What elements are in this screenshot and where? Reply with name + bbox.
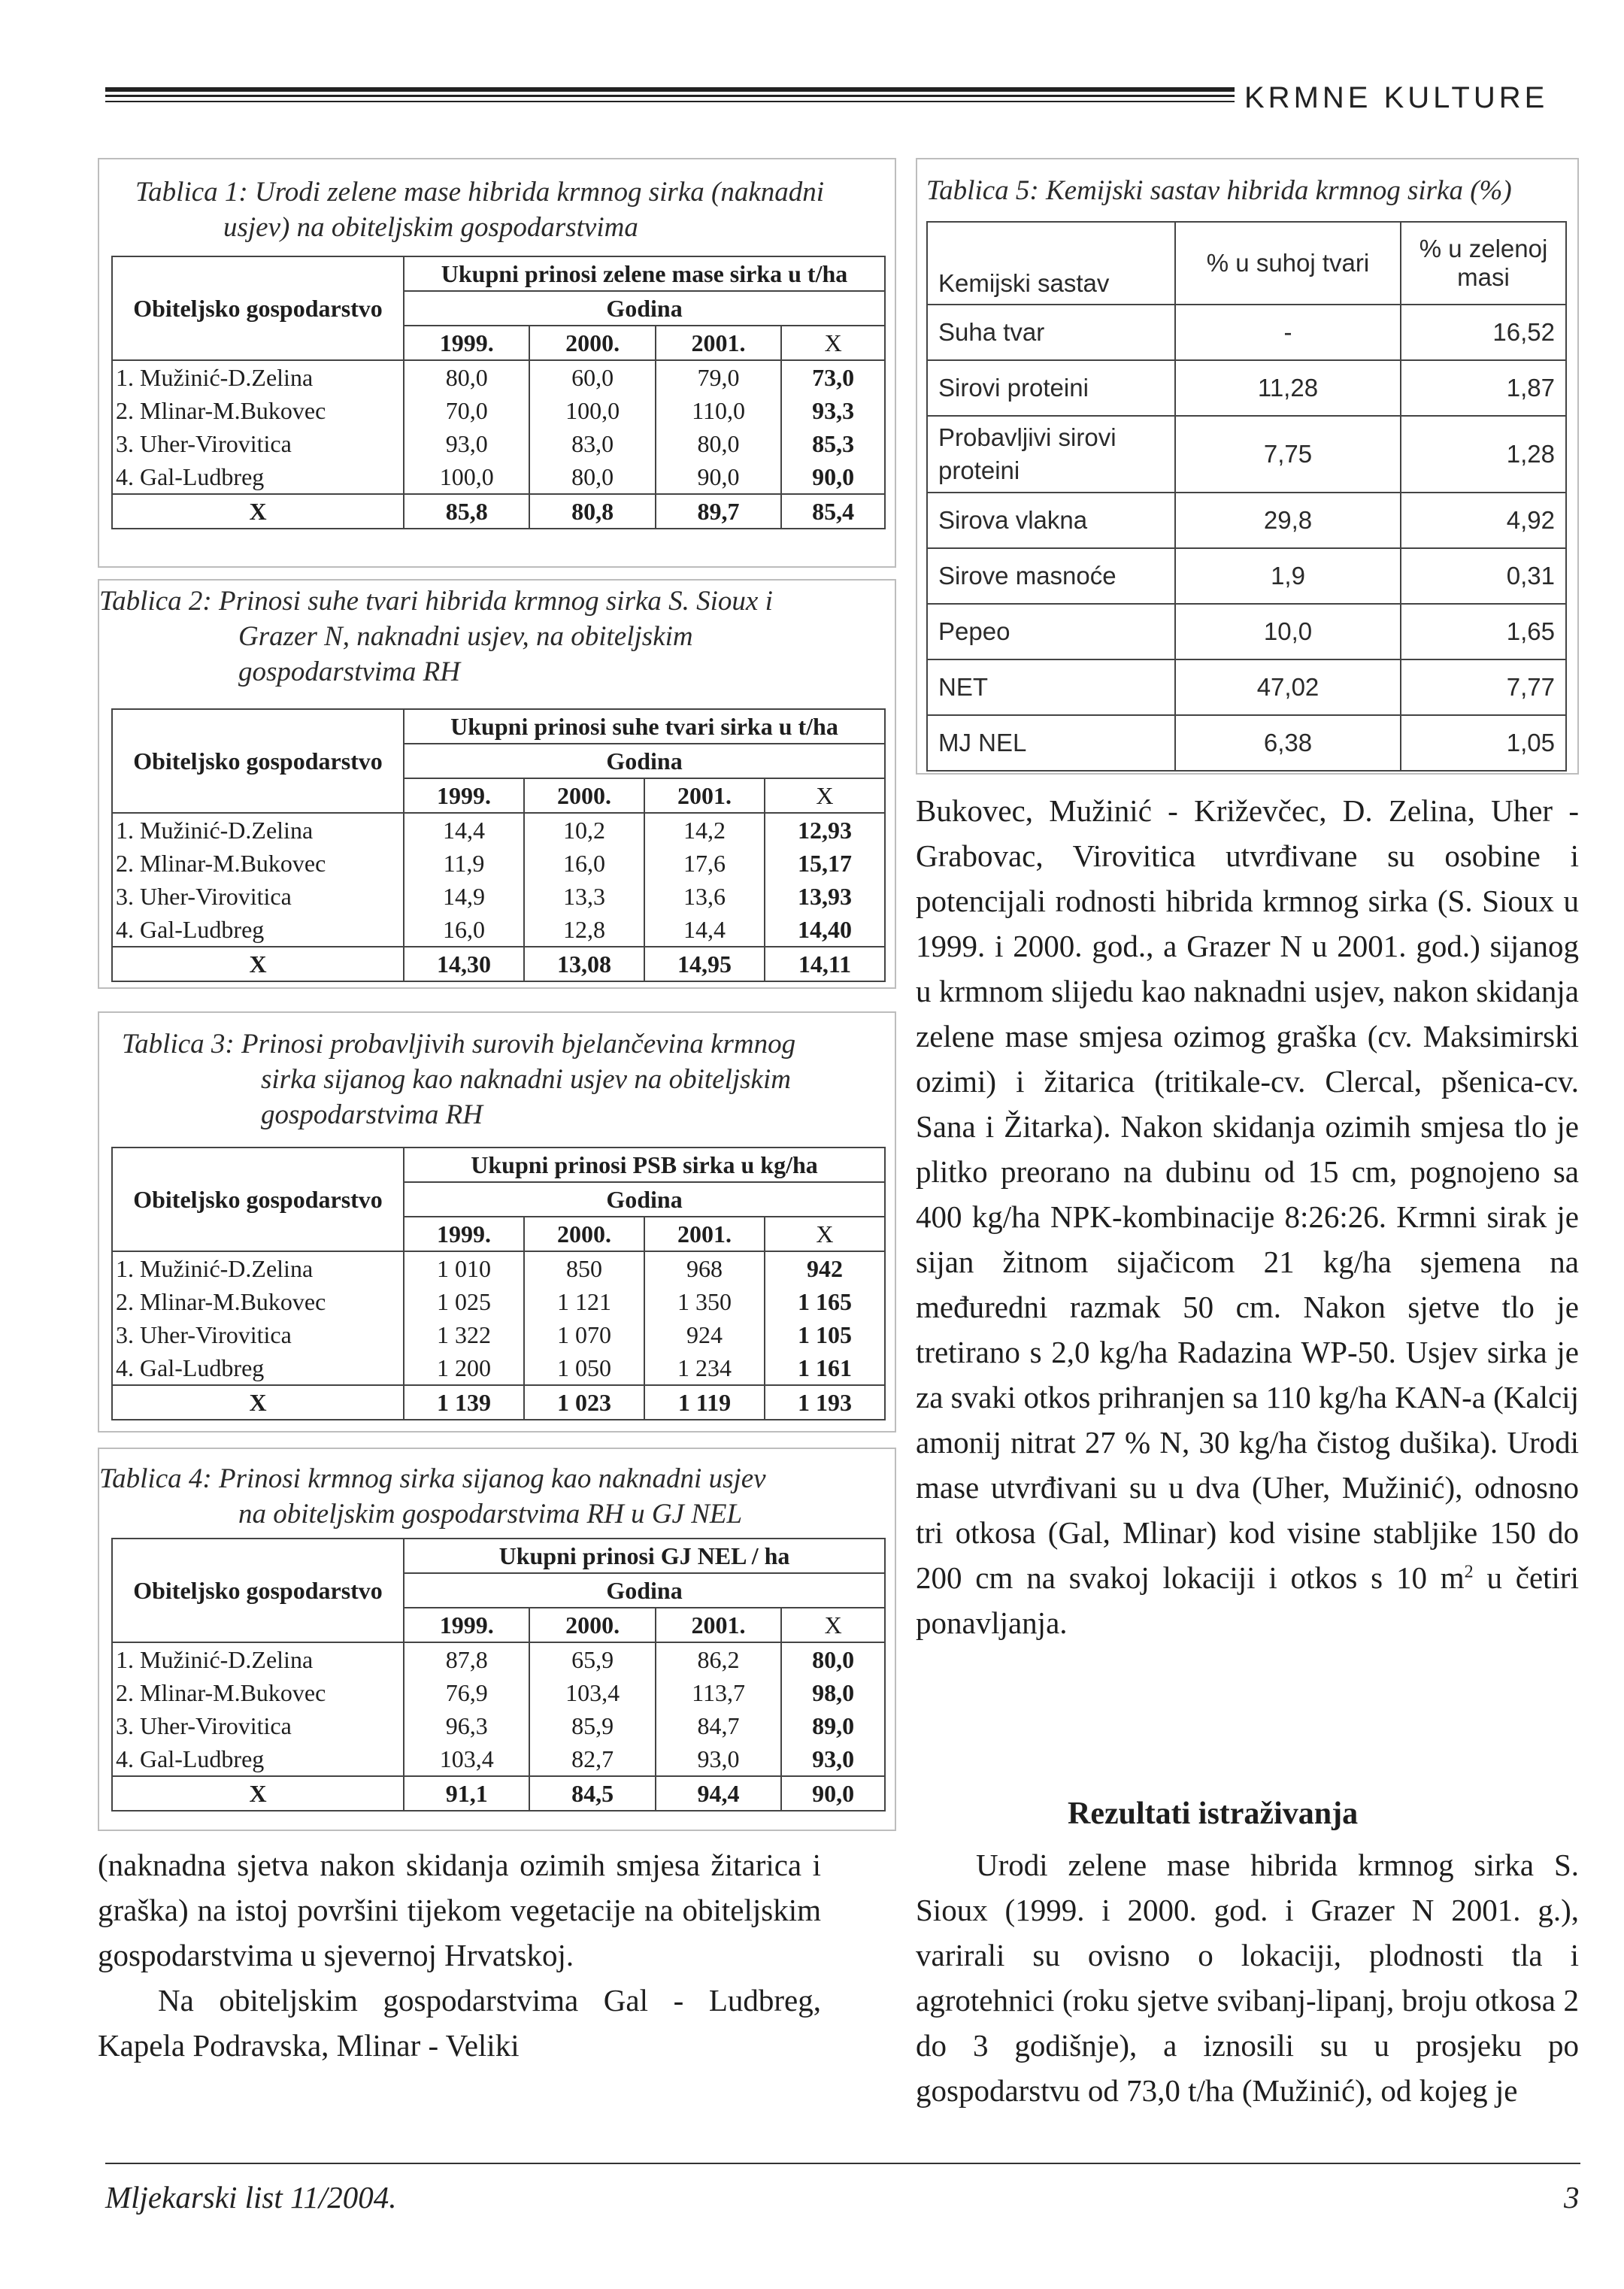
t5-row-label: Sirova vlakna xyxy=(927,493,1175,548)
cell: 90,0 xyxy=(656,460,781,494)
t5-row-label: Sirove masnoće xyxy=(927,548,1175,604)
sub-header: Godina xyxy=(404,291,885,326)
group-header: Ukupni prinosi PSB sirka u kg/ha xyxy=(404,1148,885,1182)
sub-header: Godina xyxy=(404,1573,885,1608)
t5-cell: 0,31 xyxy=(1401,548,1566,604)
row-label: 3. Uher-Virovitica xyxy=(116,1712,292,1739)
cell: 82,7 xyxy=(529,1742,655,1776)
total-cell: 13,08 xyxy=(524,947,644,981)
sub-header: Godina xyxy=(404,1182,885,1217)
total-cell: 84,5 xyxy=(529,1776,655,1811)
total-cell: 14,30 xyxy=(404,947,524,981)
table5-box xyxy=(916,158,1579,775)
table2 xyxy=(111,708,886,982)
t5-cell: 11,28 xyxy=(1175,360,1401,416)
section-title: KRMNE KULTURE xyxy=(1244,81,1549,114)
cell: 110,0 xyxy=(656,394,781,427)
year-header: 1999. xyxy=(404,1608,529,1642)
total-cell: 14,95 xyxy=(644,947,765,981)
cell: 1 200 xyxy=(404,1351,524,1385)
row-label: 2. Mlinar-M.Bukovec xyxy=(116,397,326,424)
year-header: 1999. xyxy=(404,326,529,360)
total-cell: 1 193 xyxy=(765,1385,885,1420)
row-label: 2. Mlinar-M.Bukovec xyxy=(116,1679,326,1706)
t5-cell: 47,02 xyxy=(1175,659,1401,715)
year-header: 1999. xyxy=(404,1217,524,1251)
year-header: 2000. xyxy=(529,326,655,360)
year-header: 2001. xyxy=(644,1217,765,1251)
t5-cell: 1,87 xyxy=(1401,360,1566,416)
cell: 968 xyxy=(644,1251,765,1285)
cell: 93,0 xyxy=(404,427,529,460)
cell: 70,0 xyxy=(404,394,529,427)
row-header: Obiteljsko gospodarstvo xyxy=(133,295,383,322)
cell: 1 070 xyxy=(524,1318,644,1351)
table3-box xyxy=(98,1011,896,1433)
total-cell: 1 139 xyxy=(404,1385,524,1420)
cell: 93,0 xyxy=(656,1742,781,1776)
cell-mean: 942 xyxy=(765,1251,885,1285)
total-cell: 91,1 xyxy=(404,1776,529,1811)
cell: 60,0 xyxy=(529,360,655,394)
row-label: 2. Mlinar-M.Bukovec xyxy=(116,1288,326,1315)
total-cell: 80,8 xyxy=(529,494,655,529)
t5-cell: 6,38 xyxy=(1175,715,1401,771)
year-header: 2001. xyxy=(656,1608,781,1642)
cell: 13,3 xyxy=(524,880,644,913)
cell: 113,7 xyxy=(656,1676,781,1709)
header-rule xyxy=(105,87,1235,92)
year-header: 2000. xyxy=(524,1217,644,1251)
cell: 103,4 xyxy=(404,1742,529,1776)
t5-cell: 10,0 xyxy=(1175,604,1401,659)
cell: 13,6 xyxy=(644,880,765,913)
cell: 80,0 xyxy=(529,460,655,494)
cell: 1 322 xyxy=(404,1318,524,1351)
row-header: Obiteljsko gospodarstvo xyxy=(133,747,383,775)
table1-box xyxy=(98,158,896,568)
cell: 850 xyxy=(524,1251,644,1285)
t5-cell: 1,28 xyxy=(1401,416,1566,493)
table2-box xyxy=(98,579,896,989)
group-header: Ukupni prinosi zelene mase sirka u t/ha xyxy=(404,256,885,291)
cell: 100,0 xyxy=(404,460,529,494)
table1-caption: Tablica 1: Urodi zelene mase hibrida krmnog sirka (naknadni usjev) na obiteljskim gospodarstvima xyxy=(135,177,825,243)
mean-header: X xyxy=(781,1608,885,1642)
section-heading: Rezultati istraživanja xyxy=(1068,1796,1359,1831)
group-header: Ukupni prinosi suhe tvari sirka u t/ha xyxy=(404,709,885,744)
total-label: X xyxy=(112,494,404,529)
mean-header: X xyxy=(765,1217,885,1251)
table2-caption: Tablica 2: Prinosi suhe tvari hibrida krmnog sirka S. Sioux i Grazer N, naknadni usjev, na obiteljskim gospodarstvima RH xyxy=(99,586,773,687)
t5-row-label: Suha tvar xyxy=(927,305,1175,360)
t5-cell: - xyxy=(1175,305,1401,360)
total-cell: 1 023 xyxy=(524,1385,644,1420)
cell: 14,9 xyxy=(404,880,524,913)
row-label: 3. Uher-Virovitica xyxy=(116,1321,292,1348)
t5-header-dry: % u suhoj tvari xyxy=(1175,222,1401,305)
t5-header-green: % u zelenoj masi xyxy=(1401,222,1566,305)
cell: 17,6 xyxy=(644,847,765,880)
t5-header-name: Kemijski sastav xyxy=(927,222,1175,305)
journal-name: Mljekarski list 11/2004. xyxy=(105,2180,397,2215)
t5-row-label: Probavljivi sirovi proteini xyxy=(927,416,1175,493)
cell-mean: 1 161 xyxy=(765,1351,885,1385)
footer-rule xyxy=(105,2163,1580,2164)
cell-mean: 12,93 xyxy=(765,813,885,847)
total-label: X xyxy=(112,1776,404,1811)
cell: 86,2 xyxy=(656,1642,781,1676)
cell: 10,2 xyxy=(524,813,644,847)
cell-mean: 15,17 xyxy=(765,847,885,880)
year-header: 2001. xyxy=(644,778,765,813)
cell-mean: 93,0 xyxy=(781,1742,885,1776)
paragraph: Na obiteljskim gospodarstvima Gal - Ludbreg, Kapela Podravska, Mlinar - Veliki xyxy=(98,1983,821,2063)
right-column-text-2 xyxy=(916,1842,1579,2113)
cell-mean: 1 165 xyxy=(765,1285,885,1318)
total-label: X xyxy=(112,947,404,981)
row-header: Obiteljsko gospodarstvo xyxy=(133,1186,383,1213)
cell-mean: 89,0 xyxy=(781,1709,885,1742)
sub-header: Godina xyxy=(404,744,885,778)
t5-row-label: Pepeo xyxy=(927,604,1175,659)
table5 xyxy=(926,221,1567,772)
t5-row-label: NET xyxy=(927,659,1175,715)
cell: 83,0 xyxy=(529,427,655,460)
paragraph: (naknadna sjetva nakon skidanja ozimih smjesa žitarica i graška) na istoj površini tijekom vegetacije na obiteljskim gospodarstvima u sjevernoj Hrvatskoj. xyxy=(98,1848,821,1972)
cell: 12,8 xyxy=(524,913,644,947)
cell-mean: 1 105 xyxy=(765,1318,885,1351)
cell: 14,2 xyxy=(644,813,765,847)
cell: 16,0 xyxy=(404,913,524,947)
cell: 76,9 xyxy=(404,1676,529,1709)
table1 xyxy=(111,256,886,529)
total-cell: 1 119 xyxy=(644,1385,765,1420)
mean-header: X xyxy=(765,778,885,813)
right-column-text xyxy=(916,788,1579,1645)
cell-mean: 85,3 xyxy=(781,427,885,460)
table4 xyxy=(111,1538,886,1811)
year-header: 2001. xyxy=(656,326,781,360)
cell: 87,8 xyxy=(404,1642,529,1676)
row-label: 4. Gal-Ludbreg xyxy=(116,1745,265,1772)
cell-mean: 93,3 xyxy=(781,394,885,427)
t5-cell: 1,9 xyxy=(1175,548,1401,604)
row-label: 4. Gal-Ludbreg xyxy=(116,916,265,943)
cell: 14,4 xyxy=(644,913,765,947)
total-cell: 14,11 xyxy=(765,947,885,981)
total-label: X xyxy=(112,1385,404,1420)
cell: 65,9 xyxy=(529,1642,655,1676)
t5-cell: 4,92 xyxy=(1401,493,1566,548)
row-label: 3. Uher-Virovitica xyxy=(116,430,292,457)
total-cell: 85,4 xyxy=(781,494,885,529)
t5-row-label: MJ NEL xyxy=(927,715,1175,771)
cell: 80,0 xyxy=(404,360,529,394)
t5-cell: 7,77 xyxy=(1401,659,1566,715)
header-rule-thin xyxy=(105,95,1235,97)
year-header: 2000. xyxy=(524,778,644,813)
table4-caption: Tablica 4: Prinosi krmnog sirka sijanog kao naknadni usjev na obiteljskim gospodarstvima RH u GJ NEL xyxy=(99,1463,766,1530)
paragraph: Urodi zelene mase hibrida krmnog sirka S. Sioux (1999. i 2000. god. i Grazer N 2001. g.), varirali su ovisno o lokaciji, plodnosti tla i agrotehnici (roku sjetve svibanj-lipanj, broju otkosa 2 do 3 godišnje), a iznosili su u prosjeku po gospodarstvu od 73,0 t/ha (Mužinić), od kojeg je xyxy=(916,1848,1579,2108)
mean-header: X xyxy=(781,326,885,360)
total-cell: 90,0 xyxy=(781,1776,885,1811)
row-label: 1. Mužinić-D.Zelina xyxy=(112,360,404,394)
row-header: Obiteljsko gospodarstvo xyxy=(133,1577,383,1604)
row-label: 4. Gal-Ludbreg xyxy=(116,1354,265,1381)
group-header: Ukupni prinosi GJ NEL / ha xyxy=(404,1539,885,1573)
t5-row-label: Sirovi proteini xyxy=(927,360,1175,416)
row-label: 4. Gal-Ludbreg xyxy=(116,463,265,490)
total-cell: 89,7 xyxy=(656,494,781,529)
row-label: 2. Mlinar-M.Bukovec xyxy=(116,850,326,877)
row-label: 3. Uher-Virovitica xyxy=(116,883,292,910)
year-header: 1999. xyxy=(404,778,524,813)
t5-cell: 7,75 xyxy=(1175,416,1401,493)
cell: 1 350 xyxy=(644,1285,765,1318)
t5-cell: 1,05 xyxy=(1401,715,1566,771)
cell-mean: 14,40 xyxy=(765,913,885,947)
cell: 1 234 xyxy=(644,1351,765,1385)
cell: 1 025 xyxy=(404,1285,524,1318)
table5-caption: Tablica 5: Kemijski sastav hibrida krmnog sirka (%) xyxy=(926,175,1512,206)
t5-cell: 29,8 xyxy=(1175,493,1401,548)
table3 xyxy=(111,1147,886,1420)
t5-cell: 16,52 xyxy=(1401,305,1566,360)
cell-mean: 90,0 xyxy=(781,460,885,494)
paragraph: Bukovec, Mužinić - Križevčec, D. Zelina, Uher - Grabovac, Virovitica utvrđivane su osobine i potencijali rodnosti hibrida krmnog sirka (S. Sioux u 1999. i 2000. god., a Grazer N u 2001. god.) sijanog u krmnom slijedu kao naknadni usjev, nakon skidanja zelene mase smjesa ozimog graška (cv. Maksimirski ozimi) i žitarica (tritikale-cv. Clercal, pšenica-cv. Sana i Žitarka). Nakon skidanja ozimih smjesa tlo je plitko preorano na dubinu od 15 cm, pognojeno sa 400 kg/ha NPK-kombinacije 8:26:26. Krmni sirak je sijan žitnom sijačicom 21 kg/ha sjemena na međuredni razmak 50 cm. Nakon sjetve tlo je tretirano s 2,0 kg/ha Radazina WP-50. Usjev sirka je za svaki otkos prihranjen sa 110 kg/ha KAN-a (Kalcij amonij nitrat 27 % N, 30 kg/ha čistog dušika). Urodi mase utvrđivani su u dva (Uher, Mužinić), odnosno tri otkosa (Gal, Mlinar) kod visine stabljike 150 do 200 cm na svakoj lokaciji i otkos s 10 $m^2$ u četiri ponavljanja. xyxy=(916,793,1580,1640)
cell-mean: 98,0 xyxy=(781,1676,885,1709)
cell: 103,4 xyxy=(529,1676,655,1709)
cell: 84,7 xyxy=(656,1709,781,1742)
table4-box xyxy=(98,1448,896,1831)
cell: 14,4 xyxy=(404,813,524,847)
cell: 16,0 xyxy=(524,847,644,880)
row-label: 1. Mužinić-D.Zelina xyxy=(112,813,404,847)
year-header: 2000. xyxy=(529,1608,655,1642)
header-rule-thin-2 xyxy=(105,101,1235,102)
total-cell: 94,4 xyxy=(656,1776,781,1811)
left-column-text xyxy=(98,1842,821,2068)
cell: 924 xyxy=(644,1318,765,1351)
cell: 85,9 xyxy=(529,1709,655,1742)
page-number: 3 xyxy=(1564,2180,1580,2215)
cell: 80,0 xyxy=(656,427,781,460)
row-label: 1. Mužinić-D.Zelina xyxy=(112,1642,404,1676)
cell-mean: 13,93 xyxy=(765,880,885,913)
cell: 1 050 xyxy=(524,1351,644,1385)
total-cell: 85,8 xyxy=(404,494,529,529)
row-label: 1. Mužinić-D.Zelina xyxy=(112,1251,404,1285)
cell: 11,9 xyxy=(404,847,524,880)
cell: 100,0 xyxy=(529,394,655,427)
cell: 79,0 xyxy=(656,360,781,394)
table3-caption: Tablica 3: Prinosi probavljivih surovih bjelančevina krmnog sirka sijanog kao naknadni usjev na obiteljskim gospodarstvima RH xyxy=(122,1029,796,1130)
cell: 1 010 xyxy=(404,1251,524,1285)
cell: 1 121 xyxy=(524,1285,644,1318)
cell-mean: 73,0 xyxy=(781,360,885,394)
t5-cell: 1,65 xyxy=(1401,604,1566,659)
cell-mean: 80,0 xyxy=(781,1642,885,1676)
cell: 96,3 xyxy=(404,1709,529,1742)
